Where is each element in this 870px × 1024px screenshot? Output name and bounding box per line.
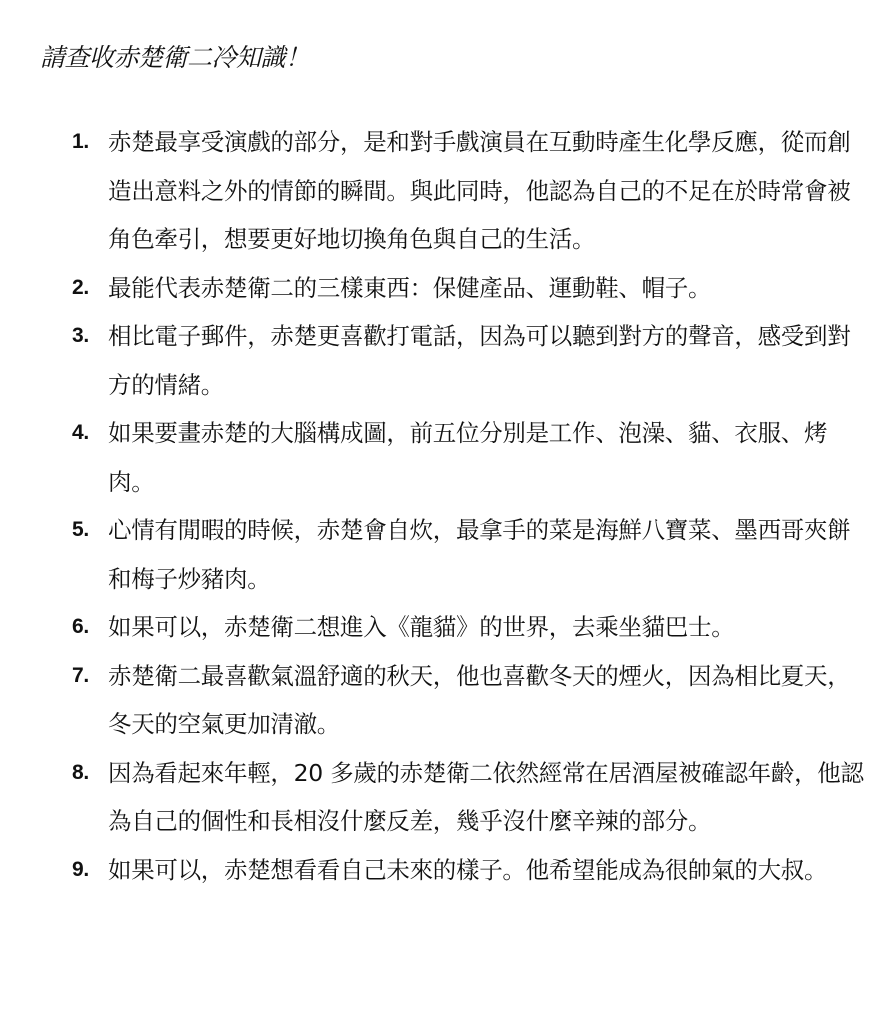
item-number: 2.: [72, 275, 89, 299]
item-text: 因為看起來年輕，20 多歲的赤楚衛二依然經常在居酒屋被確認年齡，他認為自己的個性和長相沒什麼反差，幾乎沒什麼辛辣的部分。: [108, 758, 864, 835]
list-item: [0, 409, 870, 506]
list-item: [0, 603, 870, 652]
item-number: 5.: [72, 518, 89, 541]
list-item: [0, 264, 870, 313]
item-text: 相比電子郵件，赤楚更喜歡打電話，因為可以聽到對方的聲音，感受到對方的情緒。: [108, 322, 851, 399]
item-number: 1.: [72, 130, 89, 153]
item-number: 4.: [72, 421, 89, 444]
item-text: 最能代表赤楚衛二的三樣東西：保健產品、運動鞋、帽子。: [108, 273, 712, 302]
item-number: 6.: [72, 615, 89, 638]
item-text: 如果可以，赤楚衛二想進入《龍貓》的世界，去乘坐貓巴士。: [108, 613, 735, 641]
list-item: [0, 312, 870, 409]
item-text: 如果要畫赤楚的大腦構成圖，前五位分別是工作、泡澡、貓、衣服、烤肉。: [108, 419, 828, 496]
list-item: [0, 749, 870, 846]
item-text: 赤楚衛二最喜歡氣溫舒適的秋天，他也喜歡冬天的煙火，因為相比夏天，冬天的空氣更加清澈。: [108, 661, 851, 738]
list-item: [0, 652, 870, 749]
item-number: 7.: [72, 663, 89, 687]
item-number: 3.: [72, 324, 89, 347]
item-text: 心情有閒暇的時候，赤楚會自炊，最拿手的菜是海鮮八寶菜、墨西哥夾餅和梅子炒豬肉。: [108, 516, 851, 593]
item-number: 9.: [72, 857, 89, 881]
list-item: [0, 118, 870, 264]
trivia-list: [0, 118, 870, 894]
page-title: 請查收赤楚衛二冷知識！: [40, 43, 310, 72]
list-item: [0, 846, 870, 895]
item-number: 8.: [72, 760, 89, 784]
item-text: 赤楚最享受演戲的部分，是和對手戲演員在互動時產生化學反應，從而創造出意料之外的情節的瞬間。與此同時，他認為自己的不足在於時常會被角色牽引，想要更好地切換角色與自己的生活。: [108, 128, 851, 253]
list-item: [0, 506, 870, 603]
item-text: 如果可以，赤楚想看看自己未來的樣子。他希望能成為很帥氣的大叔。: [108, 855, 828, 884]
